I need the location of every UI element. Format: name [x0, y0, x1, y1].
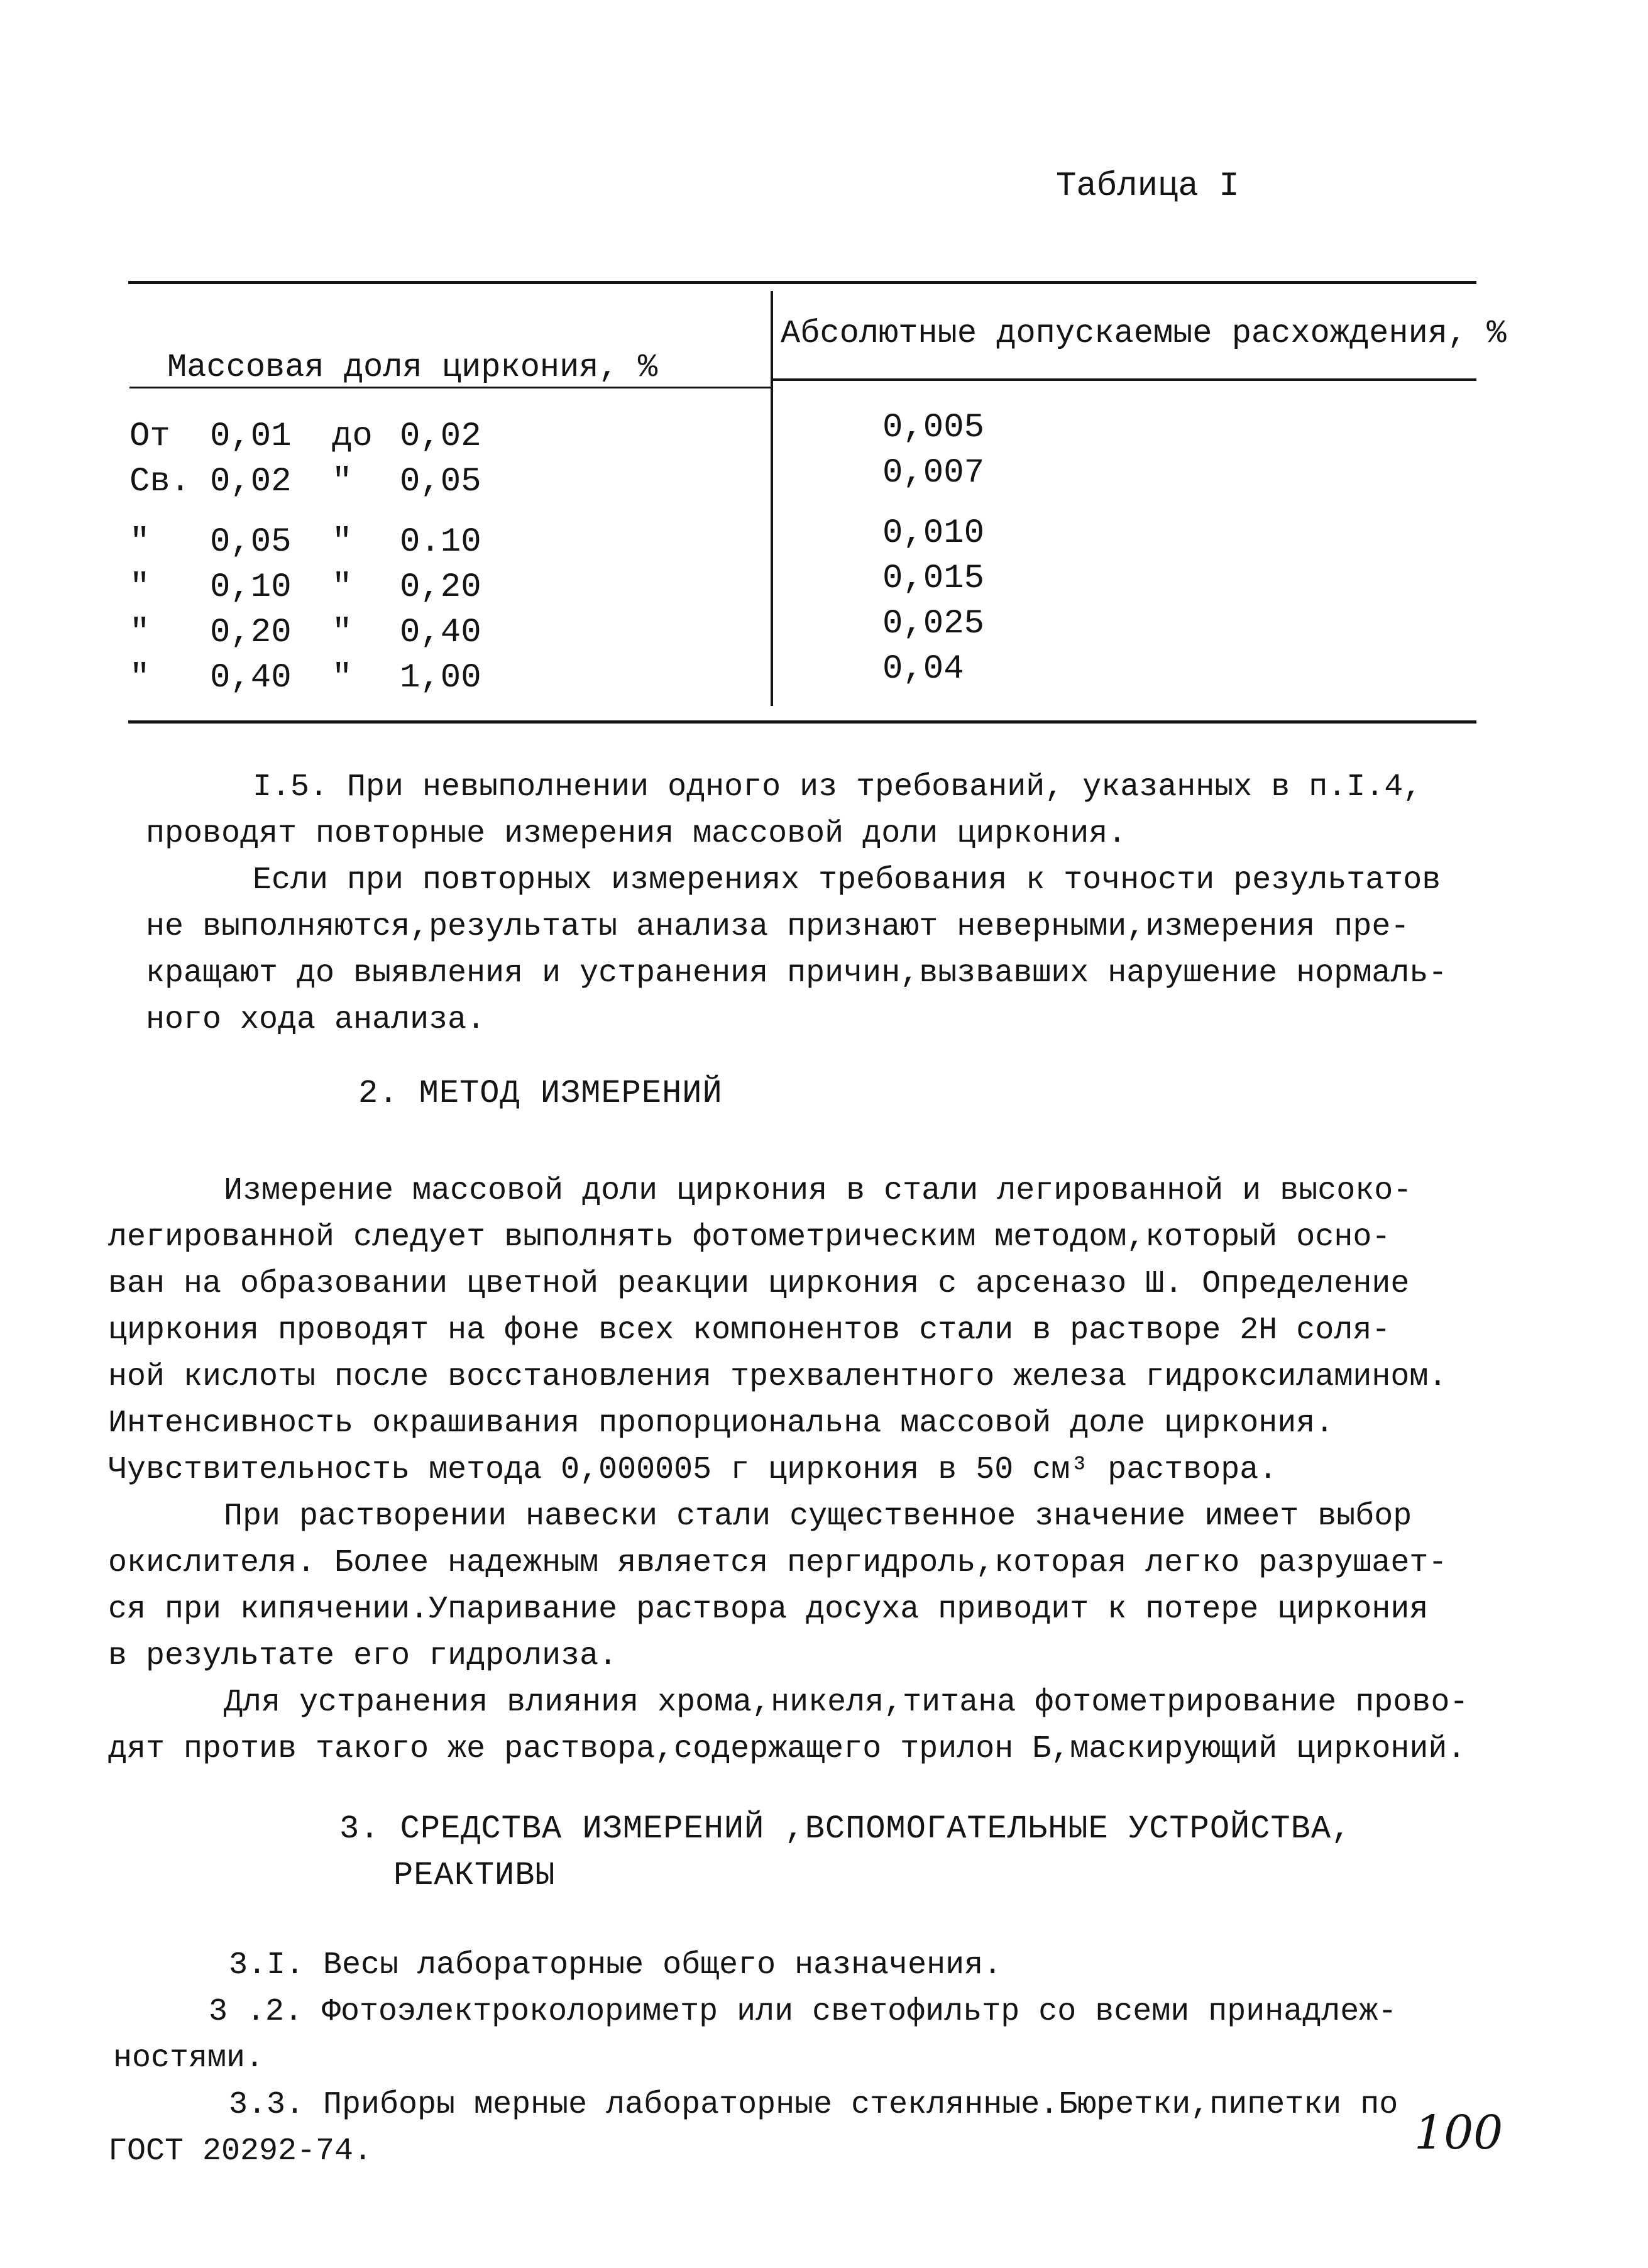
- cell-from: 0,01: [210, 417, 292, 456]
- para-2-line-5: ной кислоты после восстановления трехвалентного железа гидроксиламином.: [108, 1359, 1447, 1395]
- cell-prefix: Св.: [129, 463, 191, 501]
- page-number: 100: [1414, 2106, 1503, 2160]
- para-1-5-line-3: Если при повторных измерениях требования к точности результатов: [253, 862, 1441, 898]
- cell-separator: ": [332, 463, 353, 501]
- cell-prefix: ": [129, 614, 150, 652]
- cell-prefix: ": [129, 659, 150, 697]
- table-header-left-rule: [129, 387, 771, 388]
- cell-prefix: ": [129, 523, 150, 561]
- para-2-line-12: Для устранения влияния хрома,никеля,титана фотометрирование прово-: [224, 1685, 1469, 1720]
- para-2-line-11: в результате его гидролиза.: [108, 1638, 618, 1674]
- cell-tolerance: 0,015: [882, 559, 985, 598]
- cell-to: 0,40: [400, 614, 481, 652]
- section-2-heading: 2. МЕТОД ИЗМЕРЕНИЙ: [358, 1075, 723, 1112]
- para-2-line-8: При растворении навески стали существенное значение имеет выбор: [224, 1499, 1412, 1534]
- cell-separator: ": [332, 614, 353, 652]
- para-1-5-line-2: проводят повторные измерения массовой доли циркония.: [146, 816, 1127, 852]
- para-1-5-line-4: не выполняются,результаты анализа признают неверными,измерения пре-: [146, 909, 1410, 945]
- cell-from: 0,20: [210, 614, 292, 652]
- cell-separator: ": [332, 659, 353, 697]
- cell-tolerance: 0,007: [882, 454, 985, 492]
- para-2-line-2: легированной следует выполнять фотометрическим методом,который осно-: [108, 1219, 1391, 1255]
- table-header-right-rule: [772, 378, 1476, 381]
- table-caption: Таблица I: [1056, 167, 1239, 206]
- para-2-line-7: Чувствительность метода 0,000005 г циркония в 50 см³ раствора.: [108, 1452, 1278, 1488]
- para-3-line-1: 3.I. Весы лабораторные общего назначения.: [229, 1947, 1003, 1983]
- cell-tolerance: 0,025: [882, 605, 985, 643]
- cell-to: 1,00: [400, 659, 481, 697]
- para-1-5-line-6: ного хода анализа.: [146, 1002, 486, 1038]
- section-3-heading-line-1: 3. СРЕДСТВА ИЗМЕРЕНИЙ ,ВСПОМОГАТЕЛЬНЫЕ УСТРОЙСТВА,: [339, 1810, 1352, 1847]
- cell-prefix: От: [129, 417, 170, 456]
- cell-tolerance: 0,010: [882, 514, 985, 553]
- para-1-5-line-1: I.5. При невыполнении одного из требований, указанных в п.I.4,: [253, 769, 1422, 805]
- cell-from: 0,05: [210, 523, 292, 561]
- para-3-line-3: ностями.: [113, 2040, 265, 2076]
- para-3-line-2: 3 .2. Фотоэлектроколориметр или светофильтр со всеми принадлеж-: [209, 1994, 1397, 2030]
- para-2-line-6: Интенсивность окрашивания пропорциональна массовой доле циркония.: [108, 1406, 1334, 1441]
- para-2-line-13: дят против такого же раствора,содержащего трилон Б,маскирующий цирконий.: [108, 1731, 1466, 1767]
- para-3-line-5: ГОСТ 20292-74.: [108, 2133, 373, 2169]
- cell-from: 0,02: [210, 463, 292, 501]
- para-2-line-1: Измерение массовой доли циркония в стали легированной и высоко-: [224, 1173, 1412, 1209]
- cell-to: 0,20: [400, 568, 481, 607]
- table-header-tolerance: Абсолютные допускаемые расхождения, %: [781, 315, 1507, 352]
- cell-from: 0,10: [210, 568, 292, 607]
- para-2-line-9: окислителя. Более надежным является пергидроль,которая легко разрушает-: [108, 1545, 1447, 1581]
- para-2-line-10: ся при кипячении.Упаривание раствора досуха приводит к потере циркония: [108, 1592, 1429, 1627]
- cell-separator: ": [332, 523, 353, 561]
- cell-prefix: ": [129, 568, 150, 607]
- cell-to: 0.10: [400, 523, 481, 561]
- table-top-rule: [128, 281, 1476, 284]
- para-1-5-line-5: кращают до выявления и устранения причин,вызвавших нарушение нормаль-: [146, 955, 1447, 991]
- table-column-divider: [771, 291, 773, 706]
- para-3-line-4: 3.3. Приборы мерные лабораторные стеклянные.Бюретки,пипетки по: [229, 2087, 1398, 2123]
- cell-from: 0,40: [210, 659, 292, 697]
- para-2-line-3: ван на образовании цветной реакции циркония с арсеназо Ш. Определение: [108, 1266, 1410, 1302]
- table-header-zirconium-fraction: Массовая доля циркония, %: [167, 349, 658, 386]
- table-bottom-rule: [128, 720, 1476, 724]
- section-3-heading-line-2: РЕАКТИВЫ: [393, 1857, 556, 1894]
- cell-separator: до: [332, 417, 373, 456]
- cell-separator: ": [332, 568, 353, 607]
- cell-tolerance: 0,005: [882, 409, 985, 447]
- cell-to: 0,02: [400, 417, 481, 456]
- cell-tolerance: 0,04: [882, 650, 964, 688]
- cell-to: 0,05: [400, 463, 481, 501]
- para-2-line-4: циркония проводят на фоне всех компонентов стали в растворе 2Н соля-: [108, 1313, 1391, 1348]
